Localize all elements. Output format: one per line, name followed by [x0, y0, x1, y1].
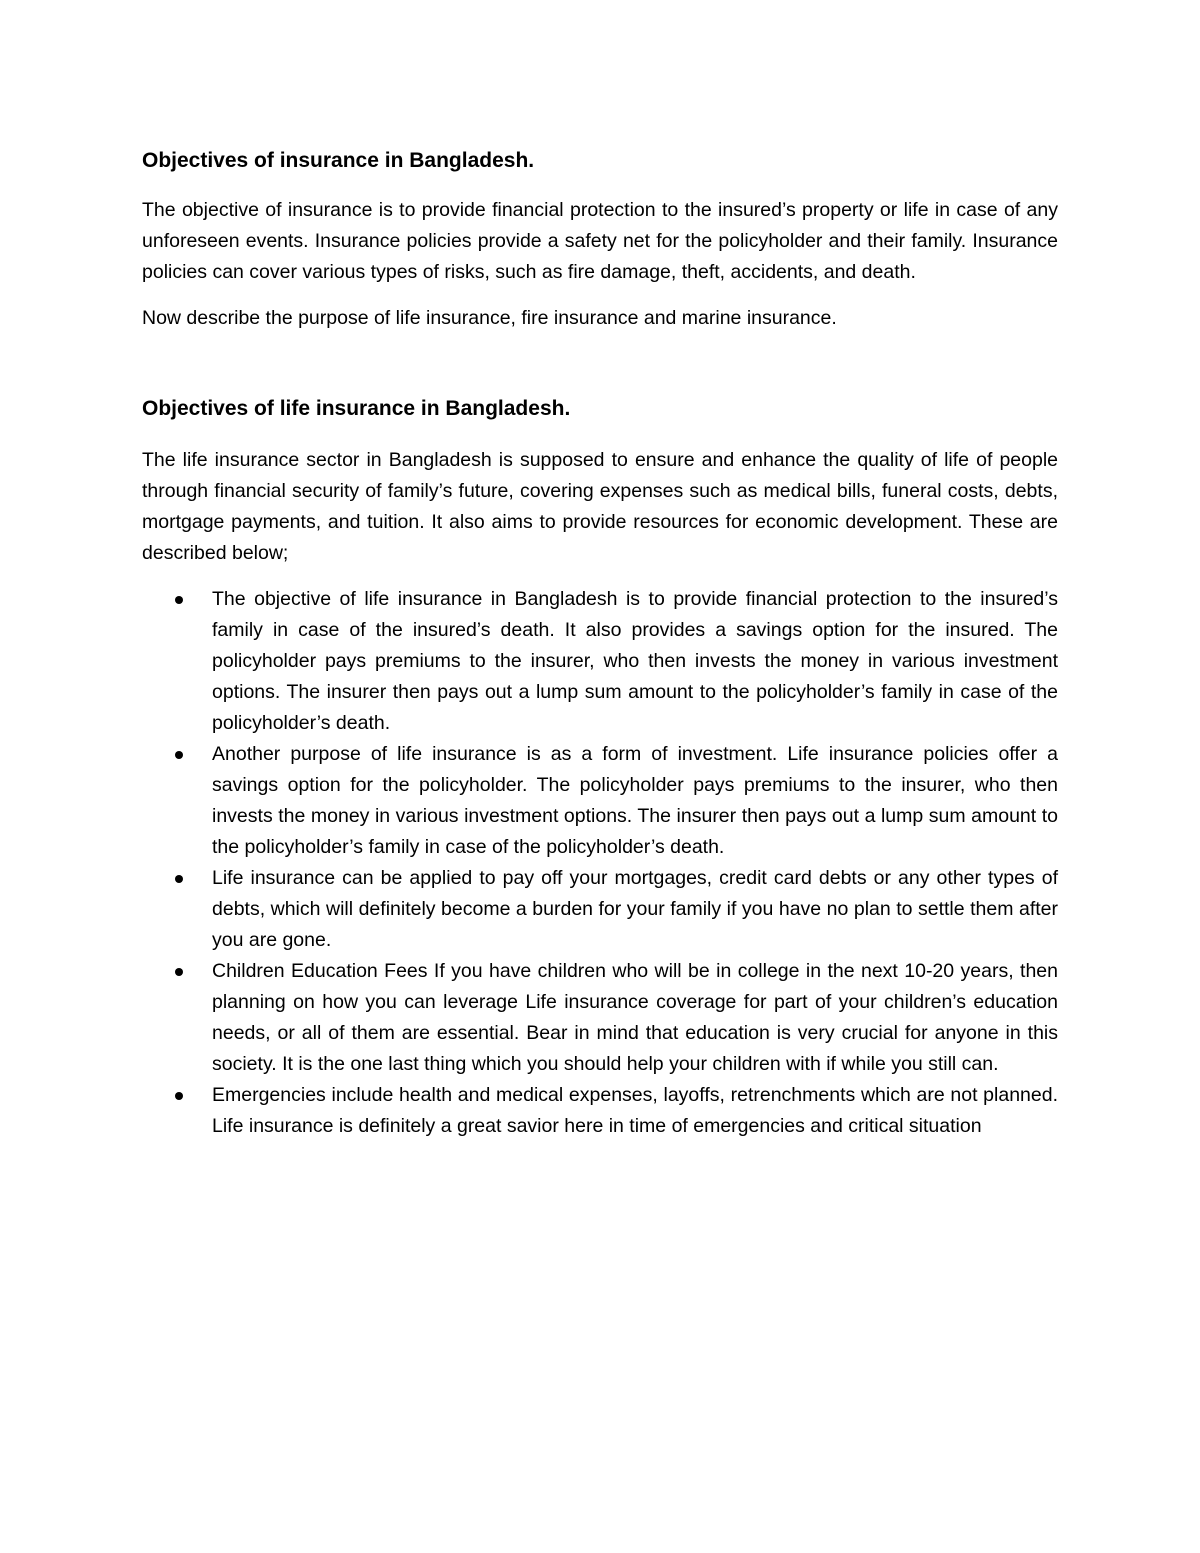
list-item — [142, 1080, 1058, 1142]
list-item — [142, 739, 1058, 863]
list-item-text: Life insurance can be applied to pay off your mortgages, credit card debts or any other types of debts, which will definitely become a burden for your family if you have no plan to settle them after you are gone. — [212, 867, 1058, 951]
life-insurance-intro-paragraph: The life insurance sector in Bangladesh is supposed to ensure and enhance the quality of life of people through financial security of family’s future, covering expenses such as medical bills, funeral costs, debts, mortgage payments, and tuition. It also aims to provide resources for economic development. These are described below; — [142, 449, 1058, 564]
section-heading-life-insurance-objectives: Objectives of life insurance in Bangladesh. — [142, 397, 571, 420]
list-item-text: The objective of life insurance in Bangladesh is to provide financial protection to the insured’s family in case of the insured’s death. It also provides a savings option for the insured. The policyholder pays premiums to the insurer, who then invests the money in various investment options. The insurer then pays out a lump sum amount to the policyholder’s family in case of the policyholder’s death. — [212, 588, 1058, 734]
bullet-icon — [175, 968, 183, 976]
list-item-text: Children Education Fees If you have children who will be in college in the next 10-20 years, then planning on how you can leverage Life insurance coverage for part of your children’s education needs, or all of them are essential. Bear in mind that education is very crucial for anyone in this society. It is the one last thing which you should help your children with if while you still can. — [212, 960, 1058, 1075]
insurance-objective-paragraph: The objective of insurance is to provide financial protection to the insured’s property or life in case of any unforeseen events. Insurance policies provide a safety net for the policyholder and their family. Insurance policies can cover various types of risks, such as fire damage, theft, accidents, and death. — [142, 199, 1058, 283]
list-item — [142, 863, 1058, 956]
list-item-text: Another purpose of life insurance is as a form of investment. Life insurance policies offer a savings option for the policyholder. The policyholder pays premiums to the insurer, who then invests the money in various investment options. The insurer then pays out a lump sum amount to the policyholder’s family in case of the policyholder’s death. — [212, 743, 1058, 858]
bullet-icon — [175, 751, 183, 759]
list-item-text: Emergencies include health and medical expenses, layoffs, retrenchments which are not planned. Life insurance is definitely a great savior here in time of emergencies and critical situation — [212, 1084, 1058, 1137]
bullet-icon — [175, 875, 183, 883]
section-heading-insurance-objectives: Objectives of insurance in Bangladesh. — [142, 149, 535, 172]
bullet-list — [142, 584, 1058, 1142]
list-item — [142, 584, 1058, 739]
list-item — [142, 956, 1058, 1080]
bullet-icon — [175, 596, 183, 604]
prompt-paragraph: Now describe the purpose of life insurance, fire insurance and marine insurance. — [142, 307, 837, 329]
document-page — [142, 146, 1058, 1142]
bullet-icon — [175, 1092, 183, 1100]
